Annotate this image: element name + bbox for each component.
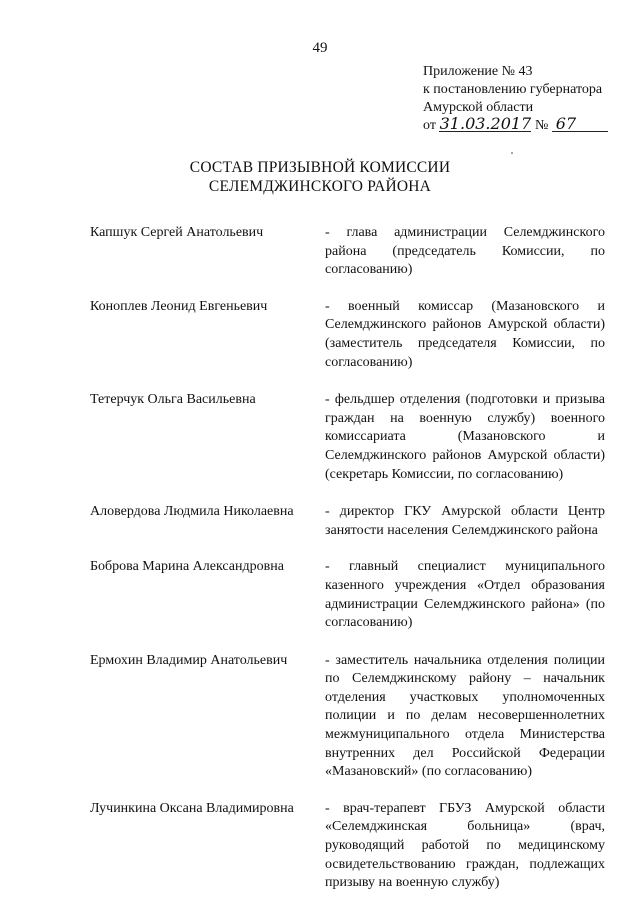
handwritten-number: 67: [552, 117, 608, 132]
member-role: - директор ГКУ Амурской области Центр занятости населения Селемджинского района: [325, 504, 605, 538]
appendix-signature-line: [423, 114, 608, 135]
member-role: - военный комиссар (Мазановского и Селемджинского районов Амурской области) (заместитель председателя Комиссии, по согласованию): [325, 298, 605, 370]
member-row: [90, 298, 610, 372]
member-row: [90, 800, 610, 893]
member-name: Ермохин Владимир Анатольевич: [90, 652, 288, 668]
member-row: [90, 224, 610, 280]
page-number: 49: [312, 40, 328, 56]
member-row: [90, 652, 610, 782]
member-name: Боброва Марина Александровна: [90, 559, 284, 575]
handwritten-date: 31.03.2017: [439, 114, 532, 133]
appendix-reference: к постановлению губернатора: [423, 82, 603, 97]
member-row: [90, 503, 610, 540]
member-name: Коноплев Леонид Евгеньевич: [90, 298, 268, 314]
appendix-region: Амурской области: [423, 100, 534, 115]
member-name: Аловердова Людмила Николаевна: [90, 504, 294, 520]
member-name: Тетерчук Ольга Васильевна: [90, 392, 256, 408]
scan-speck: [511, 152, 513, 154]
member-role: - глава администрации Селемджинского района (председатель Комиссии, по согласованию): [325, 225, 605, 278]
member-role: - врач-терапевт ГБУЗ Амурской области «Селемджинская больница» (врач, руководящий работой по медицинскому освидетельствованию граждан, подлежащих призыву на военную службу): [325, 800, 605, 891]
commission-members-list: [90, 224, 610, 893]
member-role: - заместитель начальника отделения полиции по Селемджинскому району – начальник отделения участковых уполномоченных полиции и по делам несовершеннолетних межмуниципального отдела Министерства внутренних дел Российской Федерации «Мазановский» (по согласованию): [325, 652, 605, 780]
from-label: от: [423, 118, 436, 133]
title-line-1: СОСТАВ ПРИЗЫВНОЙ КОМИССИИ: [189, 159, 451, 176]
member-role: - главный специалист муниципального казенного учреждения «Отдел образования администрации Селемджинского района» (по согласованию): [325, 559, 605, 631]
document-title: [0, 158, 640, 196]
member-name: Капшук Сергей Анатольевич: [90, 225, 264, 240]
appendix-block: [423, 63, 608, 135]
appendix-title: Приложение № 43: [423, 64, 533, 79]
member-role: - фельдшер отделения (подготовки и призыва граждан на военную службу) военного комиссариата (Мазановского и Селемджинского районов Амурской области) (секретарь Комиссии, по согласованию): [325, 392, 605, 482]
title-line-2: СЕЛЕМДЖИНСКОГО РАЙОНА: [208, 178, 432, 195]
number-label: №: [534, 118, 549, 133]
member-row: [90, 391, 610, 484]
member-row: [90, 558, 610, 632]
member-name: Лучинкина Оксана Владимировна: [90, 800, 294, 816]
